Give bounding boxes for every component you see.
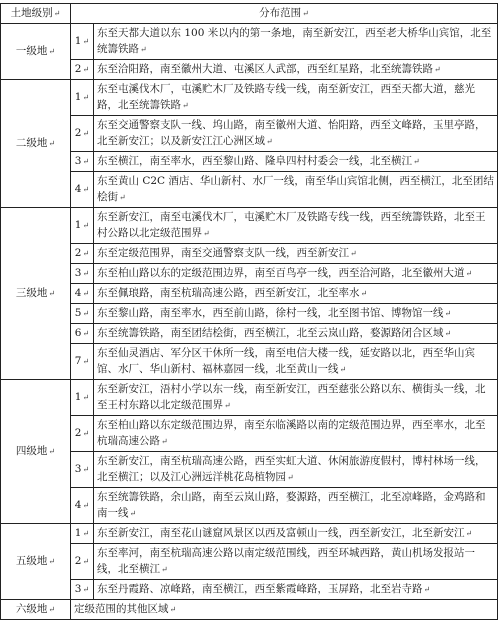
header-land-grade: 土地级别↵ (1, 4, 71, 24)
row-number-cell: 2↵ (71, 544, 94, 580)
range-text-cell: 东至统籌铁路，余山路，南至云岚山路，婺源路，西至横江，北至凉峰路，金鸡路和南一线↵ (94, 488, 498, 524)
range-text-cell: 定级范围的其他区域↵ (71, 600, 498, 620)
row-number-cell: 3↵ (71, 452, 94, 488)
header-distribution-range: 分布范围↵ (71, 4, 498, 24)
row-number-cell: 1↵ (71, 208, 94, 244)
table-row (1, 244, 498, 264)
row-number-cell: 3↵ (71, 152, 94, 172)
table-body (1, 24, 498, 620)
table-row (1, 172, 498, 208)
range-text-cell: 东至新安江，南至杭瑞高速公路，西至实虹大道、休闲旅游度假村，博村林场一线，北至横江；以及江心洲远洋桃花岛植物园↵ (94, 452, 498, 488)
table-row (1, 80, 498, 116)
range-text-cell: 东至率河，南至杭瑞高速公路以南定级范围线，西至环城西路，黄山机场发报站一线，北至横江↵ (94, 544, 498, 580)
table-row (1, 284, 498, 304)
row-number-cell: 1↵ (71, 80, 94, 116)
land-grade-cell: 一级地↵ (1, 24, 71, 80)
range-text-cell: 东至新安江，南至屯溪伐木厂，屯溪贮木厂及铁路专线一线，西至统籌铁路，北至王村公路以北定级范围界↵ (94, 208, 498, 244)
table-row (1, 304, 498, 324)
table-row (1, 24, 498, 60)
range-text-cell: 东至新安江，南至花山谜窟风景区以西及富顿山一线，西至新安江，北至新安江↵ (94, 524, 498, 544)
row-number-cell: 1↵ (71, 380, 94, 416)
table-row (1, 416, 498, 452)
row-number-cell: 2↵ (71, 244, 94, 264)
row-number-cell: 3↵ (71, 580, 94, 600)
range-text-cell: 东至柏山路以东定级范围边界，南至东临溪路以南的定级范围边界，西至率水，北至杭瑞高速公路↵ (94, 416, 498, 452)
row-number-cell: 5↵ (71, 304, 94, 324)
row-number-cell: 4↵ (71, 488, 94, 524)
row-number-cell: 2↵ (71, 116, 94, 152)
land-grade-cell: 五级地↵ (1, 524, 71, 600)
range-text-cell: 东至柏山路以东的定级范围边界，南至百鸟亭一线，西至洽河路，北至徽州大道↵ (94, 264, 498, 284)
table-row (1, 580, 498, 600)
range-text-cell: 东至新安江，浯村小学以东一线，南至新安江，西至慈张公路以东、横街头一线，北至王村东路以北定级范围界↵ (94, 380, 498, 416)
row-number-cell: 3↵ (71, 264, 94, 284)
land-grade-table (0, 3, 498, 620)
table-row (1, 524, 498, 544)
range-text-cell: 东至丹霞路、凉峰路，南至横江，西至紫霞峰路，玉屏路，北至岩寺路↵ (94, 580, 498, 600)
table-header-row (1, 4, 498, 24)
table-row (1, 208, 498, 244)
range-text-cell: 东至屯溪伐木厂，屯溪贮木厂及铁路专线一线，南至新安江，西至天都大道，慈光路，北至统籌铁路↵ (94, 80, 498, 116)
table-row (1, 344, 498, 380)
range-text-cell: 东至交通警察支队一线、坞山路，南至徽州大道、怡阳路，西至文峰路，玉里亭路，北至新安江；以及新安江江心洲区域↵ (94, 116, 498, 152)
range-text-cell: 东至统籌铁路，南至团结桧街，西至横江，北至云岚山路，婺源路闭合区域↵ (94, 324, 498, 344)
row-number-cell: 2↵ (71, 60, 94, 80)
row-number-cell: 6↵ (71, 324, 94, 344)
row-number-cell: 1↵ (71, 24, 94, 60)
row-number-cell: 2↵ (71, 416, 94, 452)
table-row (1, 544, 498, 580)
land-grade-cell: 二级地↵ (1, 80, 71, 208)
table-row (1, 116, 498, 152)
table-row (1, 324, 498, 344)
range-text-cell: 东至定级范围界，南至交通警察支队一线，西至新安江↵ (94, 244, 498, 264)
land-grade-cell: 六级地↵ (1, 600, 71, 620)
land-grade-cell: 四级地↵ (1, 380, 71, 524)
row-number-cell: 1↵ (71, 524, 94, 544)
row-number-cell: 4↵ (71, 172, 94, 208)
table-row (1, 600, 498, 620)
row-number-cell: 4↵ (71, 284, 94, 304)
range-text-cell: 东至黎山路，南至率水，西至前山路，徐村一线，北至图书馆、博物馆一线↵ (94, 304, 498, 324)
land-grade-cell: 三级地↵ (1, 208, 71, 380)
table-row (1, 264, 498, 284)
row-number-cell: 7↵ (71, 344, 94, 380)
range-text-cell: 东至洽阳路，南至徽州大道、屯溪区人武部，西至红星路，北至统籌铁路↵ (94, 60, 498, 80)
range-text-cell: 东至天都大道以东 100 米以内的第一条地，南至新安江，西至老大桥华山宾馆，北至统籌铁路↵ (94, 24, 498, 60)
table-row (1, 452, 498, 488)
table-row (1, 60, 498, 80)
range-text-cell: 东至黄山 C2C 酒店、华山新村、水厂一线，南至华山宾馆北侧，西至横江，北至团结桧街↵ (94, 172, 498, 208)
range-text-cell: 东至横江，南至率水，西至黎山路、隆阜四村村委会一线，北至横江↵ (94, 152, 498, 172)
table-row (1, 380, 498, 416)
table-row (1, 152, 498, 172)
range-text-cell: 东至仙灵酒店、军分区干休所一线，南至电信大楼一线，延安路以北，西至华山宾馆、水厂、华山新村、福林嘉园一线，北至黄山一线↵ (94, 344, 498, 380)
table-row (1, 488, 498, 524)
range-text-cell: 东至佩琅路，南至杭瑞高速公路，西至新安江，北至率水↵ (94, 284, 498, 304)
